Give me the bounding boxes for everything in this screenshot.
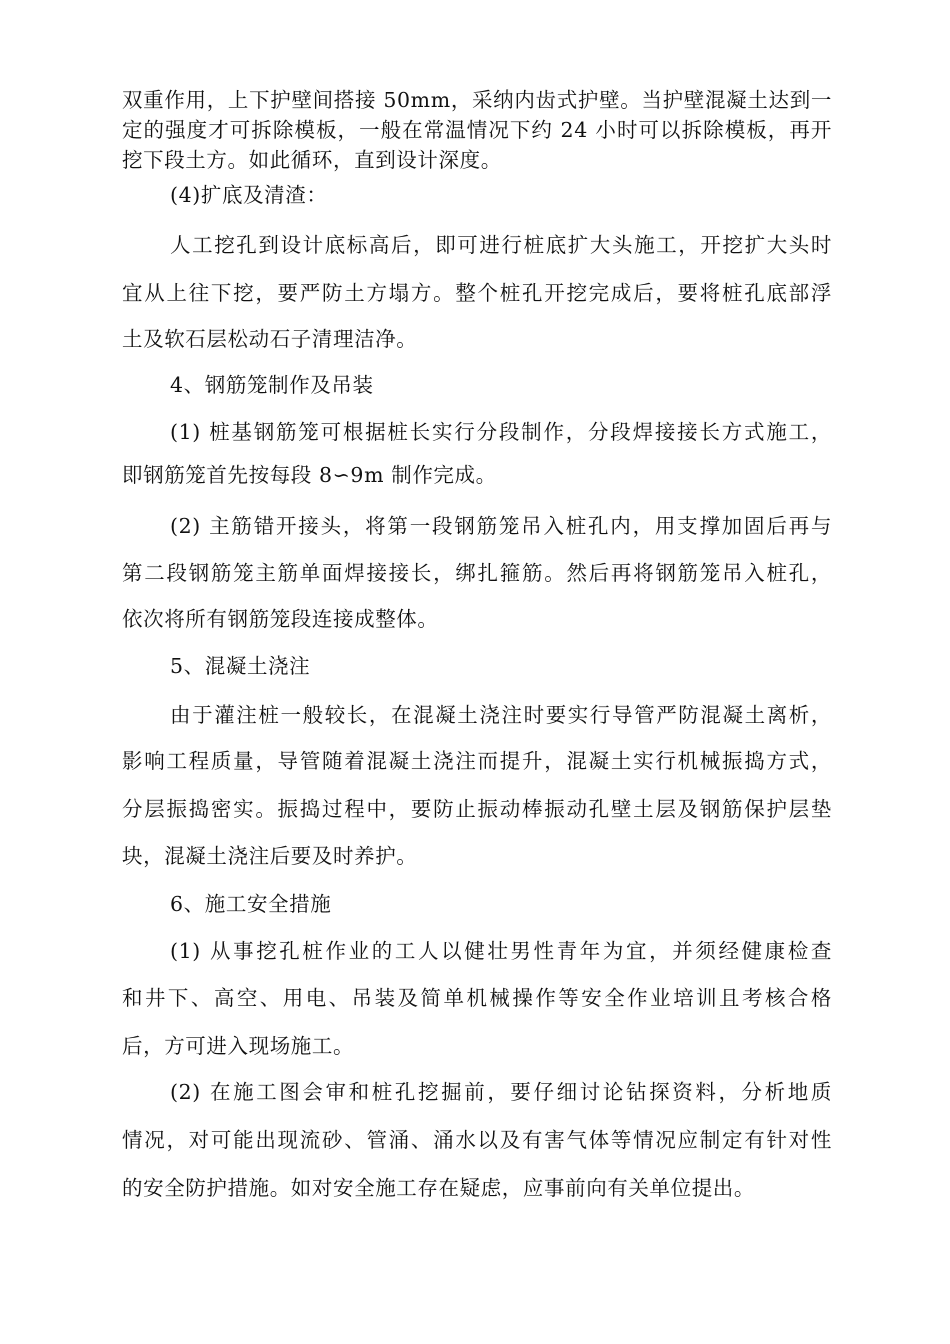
section-heading: 4、钢筋笼制作及吊装 (170, 373, 374, 397)
text-line: 分层振捣密实。振捣过程中，要防止振动棒振动孔壁土层及钢筋保护层垫 (122, 797, 832, 821)
text-line: 宜从上往下挖，要严防土方塌方。整个桩孔开挖完成后，要将桩孔底部浮 (122, 281, 832, 305)
text-line: (1) 从事挖孔桩作业的工人以健壮男性青年为宜，并须经健康检查 (170, 939, 832, 963)
text-line: (1) 桩基钢筋笼可根据桩长实行分段制作，分段焊接接长方式施工， (170, 420, 832, 444)
text-line: (2) 在施工图会审和桩孔挖掘前，要仔细讨论钻探资料，分析地质 (170, 1080, 832, 1104)
text-line: 的安全防护措施。如对安全施工存在疑虑，应事前向有关单位提出。 (122, 1176, 755, 1200)
text-line: 土及软石层松动石子清理洁净。 (122, 327, 418, 351)
section-heading: 6、施工安全措施 (170, 892, 332, 916)
text-line: 人工挖孔到设计底标高后，即可进行桩底扩大头施工，开挖扩大头时 (170, 233, 832, 257)
text-line: 影响工程质量，导管随着混凝土浇注而提升，混凝土实行机械振捣方式， (122, 749, 832, 773)
text-line: (2) 主筋错开接头，将第一段钢筋笼吊入桩孔内，用支撑加固后再与 (170, 514, 832, 538)
text-line: 即钢筋笼首先按每段 8∽9m 制作完成。 (122, 463, 497, 487)
text-line: 双重作用，上下护壁间搭接 50mm，采纳内齿式护壁。当护壁混凝土达到一 (122, 88, 832, 112)
text-line: 第二段钢筋笼主筋单面焊接接长，绑扎箍筋。然后再将钢筋笼吊入桩孔， (122, 561, 832, 585)
text-line: 块，混凝土浇注后要及时养护。 (122, 844, 418, 868)
text-line: 挖下段土方。如此循环，直到设计深度。 (122, 148, 502, 172)
section-heading: (4)扩底及清渣： (170, 183, 328, 207)
text-line: 后，方可进入现场施工。 (122, 1034, 355, 1058)
text-line: 定的强度才可拆除模板，一般在常温情况下约 24 小时可以拆除模板，再开 (122, 118, 832, 142)
text-line: 依次将所有钢筋笼段连接成整体。 (122, 607, 439, 631)
section-heading: 5、混凝土浇注 (170, 654, 311, 678)
text-line: 由于灌注桩一般较长，在混凝土浇注时要实行导管严防混凝土离析， (170, 703, 832, 727)
text-line: 和井下、高空、用电、吊装及简单机械操作等安全作业培训且考核合格 (122, 986, 832, 1010)
text-line: 情况，对可能出现流砂、管涌、涌水以及有害气体等情况应制定有针对性 (122, 1128, 832, 1152)
